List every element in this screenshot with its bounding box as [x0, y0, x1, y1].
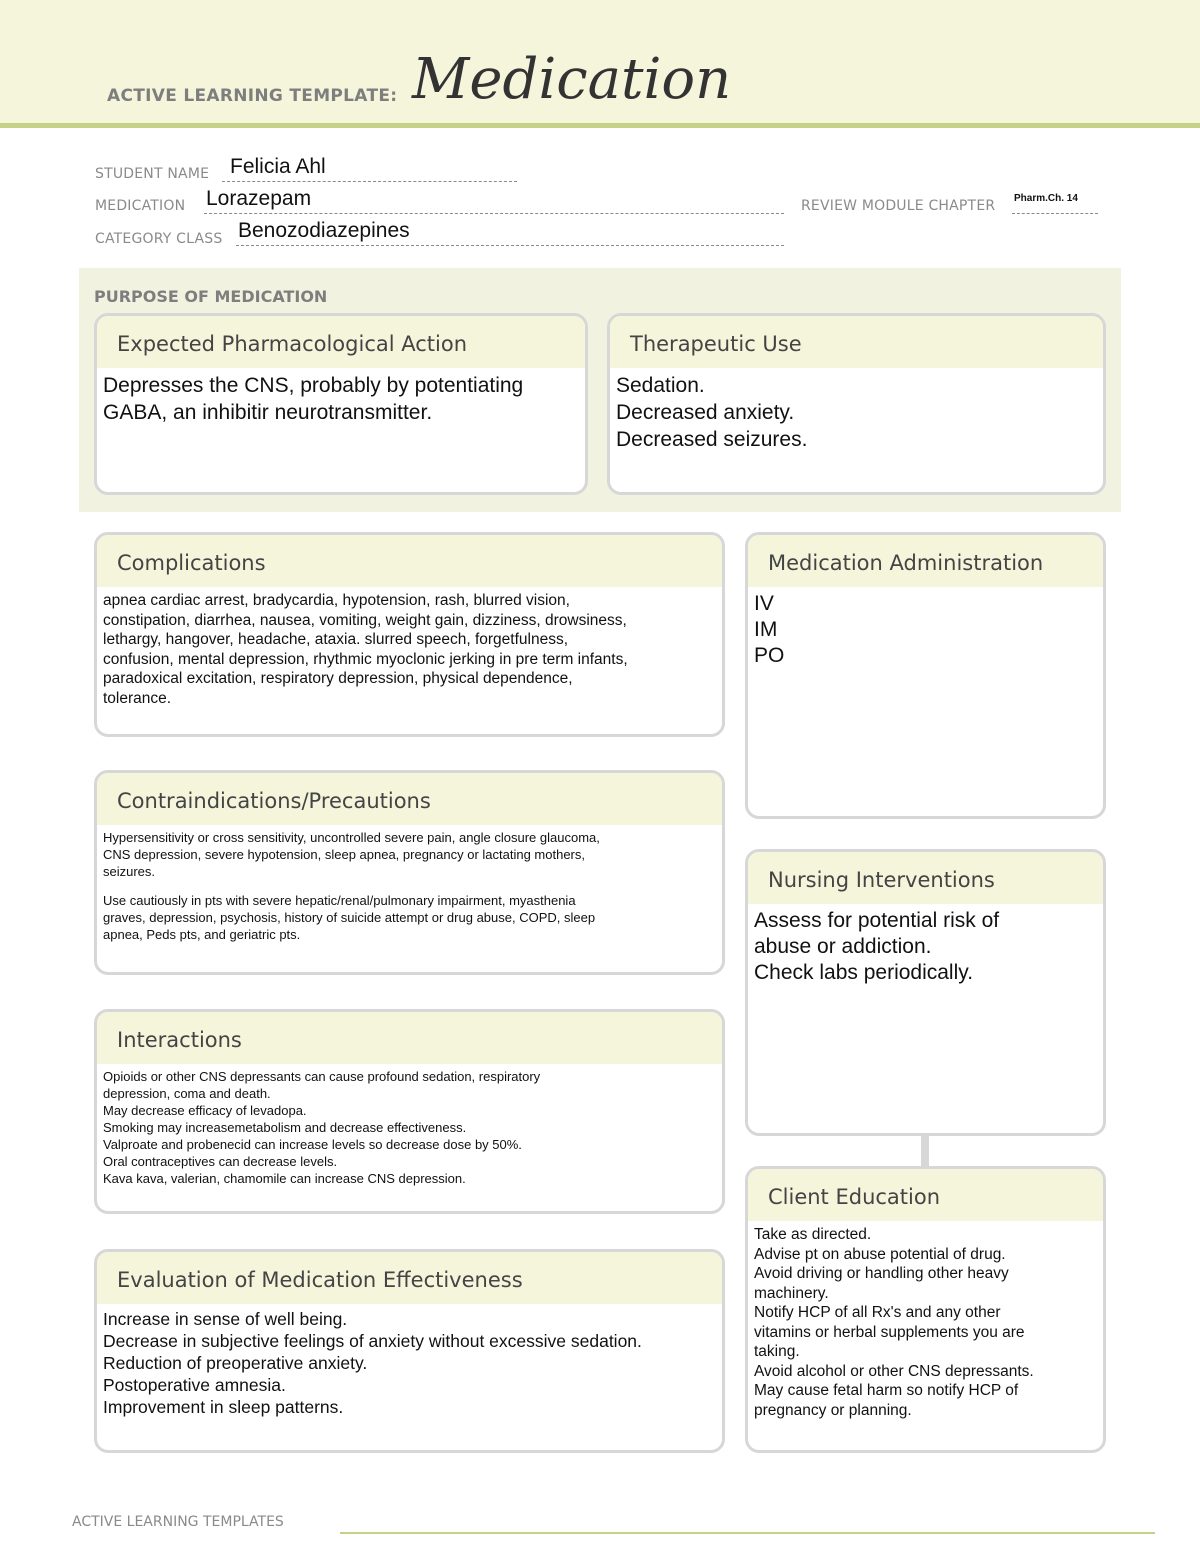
contraindications-line: Use cautiously in pts with severe hepatic/renal/pulmonary impairment, myasthenia	[103, 893, 576, 908]
contraindications-line: CNS depression, severe hypotension, sleep apnea, pregnancy or lactating mothers,	[103, 847, 586, 862]
student-name-label: STUDENT NAME	[95, 166, 210, 182]
client-education-body[interactable]	[748, 1221, 1103, 1424]
client-education-line: taking.	[754, 1343, 800, 1360]
medication-underline	[204, 213, 784, 214]
evaluation-line: Improvement in sleep patterns.	[103, 1397, 344, 1417]
therapeutic-use-body[interactable]	[610, 368, 1103, 457]
category-class-underline	[236, 245, 784, 246]
interactions-card	[94, 1009, 725, 1214]
expected-action-title: Expected Pharmacological Action	[97, 316, 585, 368]
complications-line: apnea cardiac arrest, bradycardia, hypotension, rash, blurred vision,	[103, 592, 570, 609]
review-module-label: REVIEW MODULE CHAPTER	[801, 198, 996, 214]
page-title: Medication	[412, 47, 732, 112]
client-education-line: Avoid alcohol or other CNS depressants.	[754, 1362, 1034, 1380]
administration-body[interactable]	[748, 587, 1103, 673]
student-name-field[interactable]: Felicia Ahl	[230, 155, 326, 178]
student-name-underline	[222, 181, 517, 182]
evaluation-line: Increase in sense of well being.	[103, 1309, 348, 1329]
therapeutic-use-title: Therapeutic Use	[610, 316, 1103, 368]
template-label: ACTIVE LEARNING TEMPLATE:	[107, 86, 398, 106]
interactions-line: Kava kava, valerian, chamomile can increase CNS depression.	[103, 1171, 466, 1186]
therapeutic-use-line: Sedation.	[616, 374, 705, 397]
contraindications-title: Contraindications/Precautions	[97, 773, 722, 825]
footer-label: ACTIVE LEARNING TEMPLATES	[72, 1514, 284, 1530]
contraindications-line: Hypersensitivity or cross sensitivity, uncontrolled severe pain, angle closure glaucoma,	[103, 830, 600, 845]
complications-body[interactable]	[97, 587, 722, 712]
interactions-line: depression, coma and death.	[103, 1086, 271, 1101]
contraindications-line: graves, depression, psychosis, history of suicide attempt or drug abuse, COPD, sleep	[103, 910, 596, 925]
expected-action-card	[94, 313, 588, 495]
nursing-interventions-card	[745, 849, 1106, 1136]
interactions-line: Valproate and probenecid can increase levels so decrease dose by 50%.	[103, 1137, 522, 1152]
complications-line: confusion, mental depression, rhythmic myoclonic jerking in pre term infants,	[103, 650, 628, 668]
therapeutic-use-line: Decreased seizures.	[616, 428, 808, 451]
client-education-line: machinery.	[754, 1284, 829, 1302]
evaluation-line: Postoperative amnesia.	[103, 1375, 286, 1395]
nursing-interventions-title: Nursing Interventions	[748, 852, 1103, 904]
therapeutic-use-line: Decreased anxiety.	[616, 401, 795, 424]
medication-field[interactable]: Lorazepam	[206, 187, 312, 210]
complications-card	[94, 532, 725, 737]
client-education-card	[745, 1166, 1106, 1453]
client-education-line: pregnancy or planning.	[754, 1401, 912, 1419]
interactions-line: Smoking may increasemetabolism and decrease effectiveness.	[103, 1120, 467, 1135]
complications-title: Complications	[97, 535, 722, 587]
interactions-line: Opioids or other CNS depressants can cause profound sedation, respiratory	[103, 1069, 541, 1084]
nursing-line: Assess for potential risk of	[754, 909, 1000, 932]
client-education-line: Take as directed.	[754, 1226, 872, 1243]
review-module-underline	[1012, 213, 1098, 214]
therapeutic-use-card	[607, 313, 1106, 495]
client-education-line: Avoid driving or handling other heavy	[754, 1265, 1009, 1282]
contraindications-card	[94, 770, 725, 975]
administration-card	[745, 532, 1106, 819]
medication-label: MEDICATION	[95, 198, 186, 214]
complications-line: tolerance.	[103, 689, 172, 707]
evaluation-line: Reduction of preoperative anxiety.	[103, 1353, 368, 1373]
client-education-line: vitamins or herbal supplements you are	[754, 1323, 1025, 1341]
complications-line: paradoxical excitation, respiratory depression, physical dependence,	[103, 670, 573, 687]
contraindications-line: apnea, Peds pts, and geriatric pts.	[103, 927, 301, 942]
evaluation-title: Evaluation of Medication Effectiveness	[97, 1252, 722, 1304]
expected-action-line: GABA, an inhibitir neurotransmitter.	[103, 401, 433, 424]
nursing-interventions-body[interactable]	[748, 904, 1103, 990]
contraindications-body[interactable]	[97, 825, 722, 947]
nursing-line: Check labs periodically.	[754, 961, 974, 984]
category-class-label: CATEGORY CLASS	[95, 231, 223, 247]
administration-title: Medication Administration	[748, 535, 1103, 587]
interactions-line: May decrease efficacy of levadopa.	[103, 1103, 307, 1118]
complications-line: lethargy, hangover, headache, ataxia. slurred speech, forgetfulness,	[103, 631, 569, 648]
nursing-education-connector	[921, 1134, 929, 1166]
client-education-title: Client Education	[748, 1169, 1103, 1221]
client-education-line: Advise pt on abuse potential of drug.	[754, 1245, 1006, 1263]
client-education-line: Notify HCP of all Rx's and any other	[754, 1304, 1001, 1321]
expected-action-body[interactable]	[97, 368, 585, 430]
purpose-heading: PURPOSE OF MEDICATION	[94, 287, 328, 306]
interactions-line: Oral contraceptives can decrease levels.	[103, 1154, 338, 1169]
interactions-body[interactable]	[97, 1064, 722, 1191]
expected-action-line: Depresses the CNS, probably by potentiating	[103, 374, 524, 397]
administration-route: IM	[754, 618, 778, 641]
contraindications-line: seizures.	[103, 864, 156, 879]
administration-route: PO	[754, 644, 785, 667]
category-class-field[interactable]: Benozodiazepines	[238, 219, 410, 242]
administration-route: IV	[754, 592, 774, 615]
evaluation-body[interactable]	[97, 1304, 722, 1422]
evaluation-card	[94, 1249, 725, 1453]
complications-line: constipation, diarrhea, nausea, vomiting, weight gain, dizziness, drowsiness,	[103, 611, 627, 629]
paragraph-spacer	[103, 880, 716, 892]
review-module-field[interactable]: Pharm.Ch. 14	[1014, 193, 1078, 204]
footer-rule	[340, 1532, 1155, 1534]
client-education-line: May cause fetal harm so notify HCP of	[754, 1382, 1019, 1399]
nursing-line: abuse or addiction.	[754, 935, 932, 958]
evaluation-line: Decrease in subjective feelings of anxiety without excessive sedation.	[103, 1331, 642, 1351]
interactions-title: Interactions	[97, 1012, 722, 1064]
